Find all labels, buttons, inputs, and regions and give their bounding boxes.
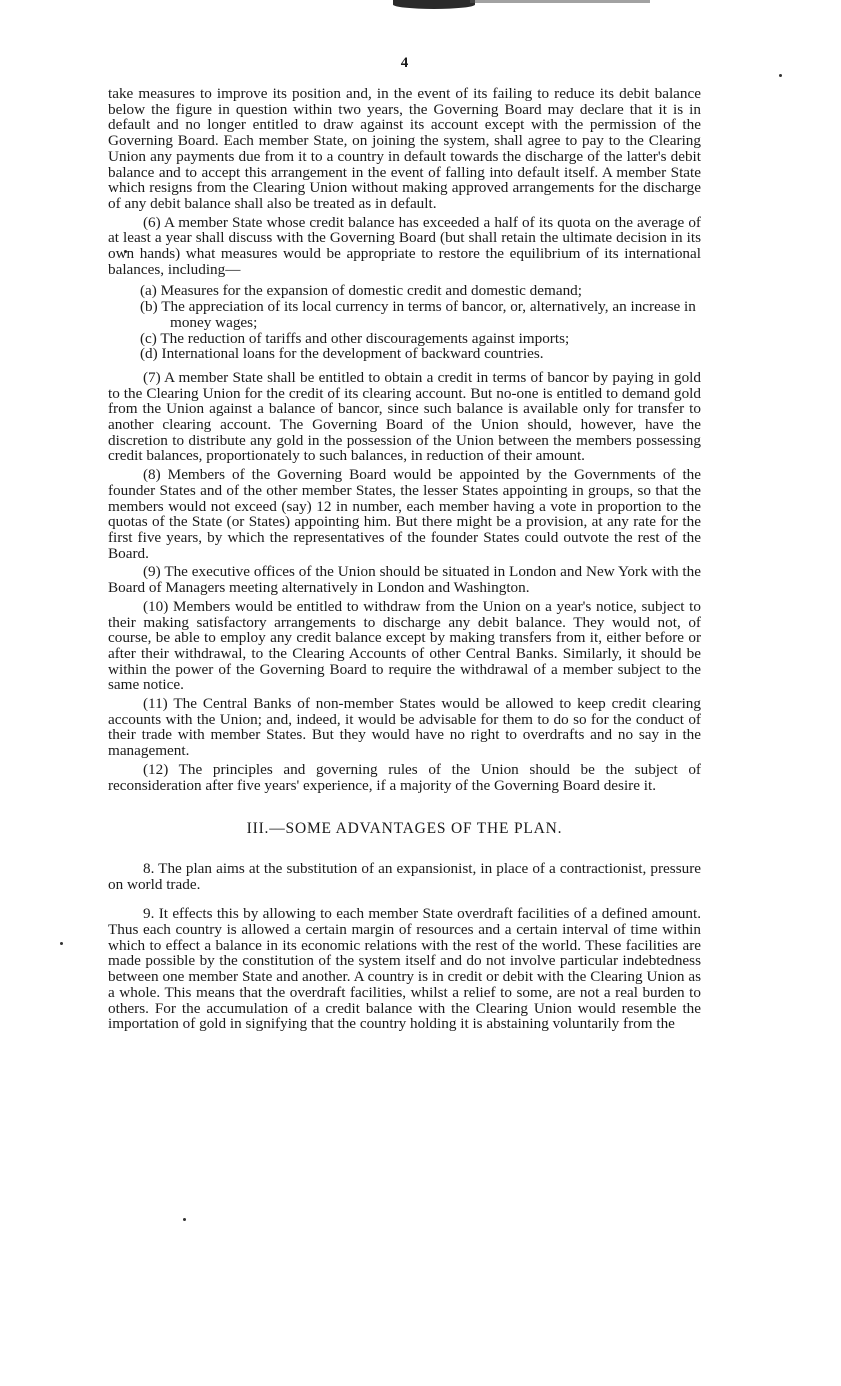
list-item-a: (a) Measures for the expansion of domestic credit and domestic demand;: [140, 282, 582, 300]
section-heading: III.—SOME ADVANTAGES OF THE PLAN.: [246, 820, 563, 838]
paragraph-6: (6) A member State whose credit balance has exceeded a half of its quota on the average of at least a year shall discuss with the Governing Board (but shall retain the ultimate decision in its own hands) what measures would be appropriate to restore the equilibrium of its international balances, including—: [108, 213, 701, 278]
paragraph-10: (10) Members would be entitled to withdraw from the Union on a year's notice, subject to their making satisfactory arrangements to discharge any debit balance. They would not, of course, be able to employ any credit balance except by making transfers from it, either before or after their withdrawal, to the Clearing Accounts of other Central Banks. Similarly, it should be within the power of the Governing Board to require the withdrawal of a member subject to the same notice.: [108, 597, 701, 694]
paragraph-12: (12) The principles and governing rules of the Union should be the subject of reconsideration after five years' experience, if a majority of the Governing Board desire it.: [108, 760, 701, 794]
page-number: 4: [400, 55, 409, 71]
scan-artifact-line: [470, 0, 650, 3]
section-paragraph-9: 9. It effects this by allowing to each member State overdraft facilities of a defined amount. Thus each country is allowed a certain margin of resources and a certain interval of time within which to effect a balance in its economic relations with the rest of the world. These facilities are made possible by the constitution of the system itself and do not involve particular indebtedness between one member State and another. A country is in credit or debit with the Clearing Union as a whole. This means that the overdraft facilities, whilst a relief to some, are not a real burden to others. For the accumulation of a credit balance with the Clearing Union would resemble the importation of gold in signifying that the country holding it is abstaining voluntarily from the: [108, 905, 701, 1033]
scan-artifact-top: [393, 0, 475, 9]
scan-speck: [60, 942, 63, 945]
paragraph-6-list: [108, 283, 701, 362]
list-item-d: (d) International loans for the development of backward countries.: [140, 345, 544, 363]
paragraph-7: (7) A member State shall be entitled to obtain a credit in terms of bancor by paying in gold to the Clearing Union for the credit of its clearing account. But no-one is entitled to demand gold from the Union against a balance of bancor, since such balance is available only for transfer to another clearing account. The Governing Board of the Union should, however, have the discretion to distribute any gold in the possession of the Union between the members possessing credit balances, proportionately to such balances, in reduction of their amount.: [108, 368, 701, 465]
paragraph-11: (11) The Central Banks of non-member States would be allowed to keep credit clearing accounts with the Union; and, indeed, it would be advisable for them to do so for the conduct of their trade with member States. But they would have no right to overdrafts and no say in the management.: [108, 695, 701, 760]
list-item-c: (c) The reduction of tariffs and other discouragements against imports;: [140, 329, 570, 347]
paragraph-9: (9) The executive offices of the Union should be situated in London and New York with the Board of Managers meeting alternatively in London and Washington.: [108, 563, 701, 597]
scan-speck: [183, 1218, 186, 1221]
document-page: [108, 56, 701, 1032]
section-paragraph-8: 8. The plan aims at the substitution of an expansionist, in place of a contractionist, pressure on world trade.: [108, 859, 701, 893]
list-item-b: (b) The appreciation of its local currency in terms of bancor, or, alternatively, an increase in money wages;: [140, 298, 696, 331]
continuation-paragraph: take measures to improve its position and, in the event of its failing to reduce its debit balance below the figure in question within two years, the Governing Board may declare that it is in default and no longer entitled to draw against its account except with the permission of the Governing Board. Each member State, on joining the system, shall agree to pay to the Clearing Union any payments due from it to a country in default towards the discharge of the latter's debit balance and to accept this arrangement in the event of falling into default itself. A member State which resigns from the Clearing Union without making approved arrangements for the discharge of any debit balance shall also be treated as in default.: [108, 85, 701, 212]
paragraph-8: (8) Members of the Governing Board would be appointed by the Governments of the founder States and of the other member States, the lesser States appointing in groups, so that the members would not exceed (say) 12 in number, each member having a vote in proportion to the quotas of the State (or States) appointing him. But there might be a provision, at any rate for the first five years, by which the representatives of the founder States could outvote the rest of the Board.: [108, 466, 701, 562]
scan-speck: [779, 74, 782, 77]
